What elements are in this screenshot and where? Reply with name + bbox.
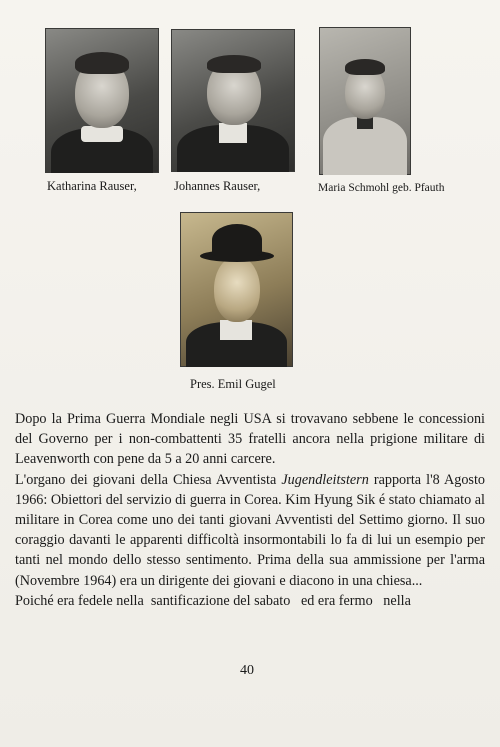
paragraph-3: Poiché era fedele nella santificazione del sabato ed era fermo nella (15, 592, 411, 609)
photo-caption-johannes: Johannes Rauser, (174, 179, 261, 193)
body-text (15, 409, 485, 611)
photo-caption-katharina: Katharina Rauser, (47, 179, 137, 193)
page-number: 40 (240, 663, 254, 678)
photo-caption-maria: Maria Schmohl geb. Pfauth (318, 182, 445, 194)
portrait-photo-johannes-rauser (171, 29, 295, 172)
paragraph-2: L'organo dei giovani della Chiesa Avventista Jugendleitstern rapporta l'8 Agosto 1966: Obiettori del servizio di guerra in Corea. Kim Hyung Sik é stato chiamato al militare in Corea come uno dei tanti giovani Avventisti del Settimo giorno. Il suo coraggio davanti le apparenti difficoltà insormontabili lo fa di lui un esempio per tanti nel mondo dello stesso sentimento. Prima della sua ammissione per l'arma (Novembre 1964) era un dirigente dei giovani e diacono in una chiesa... (15, 471, 485, 589)
portrait-photo-emil-gugel (180, 212, 293, 367)
portrait-photo-katharina-rauser (45, 28, 159, 173)
publication-title: Jugendleitstern (281, 471, 369, 488)
portrait-photo-maria-schmohl (319, 27, 411, 175)
paragraph-1: Dopo la Prima Guerra Mondiale negli USA si trovavano sebbene le concessioni del Governo per i non-combattenti 35 fratelli ancora nella prigione militare di Leavenworth con pene da 5 a 20 anni carcere. (15, 411, 485, 468)
photo-caption-emil-gugel: Pres. Emil Gugel (190, 377, 276, 391)
